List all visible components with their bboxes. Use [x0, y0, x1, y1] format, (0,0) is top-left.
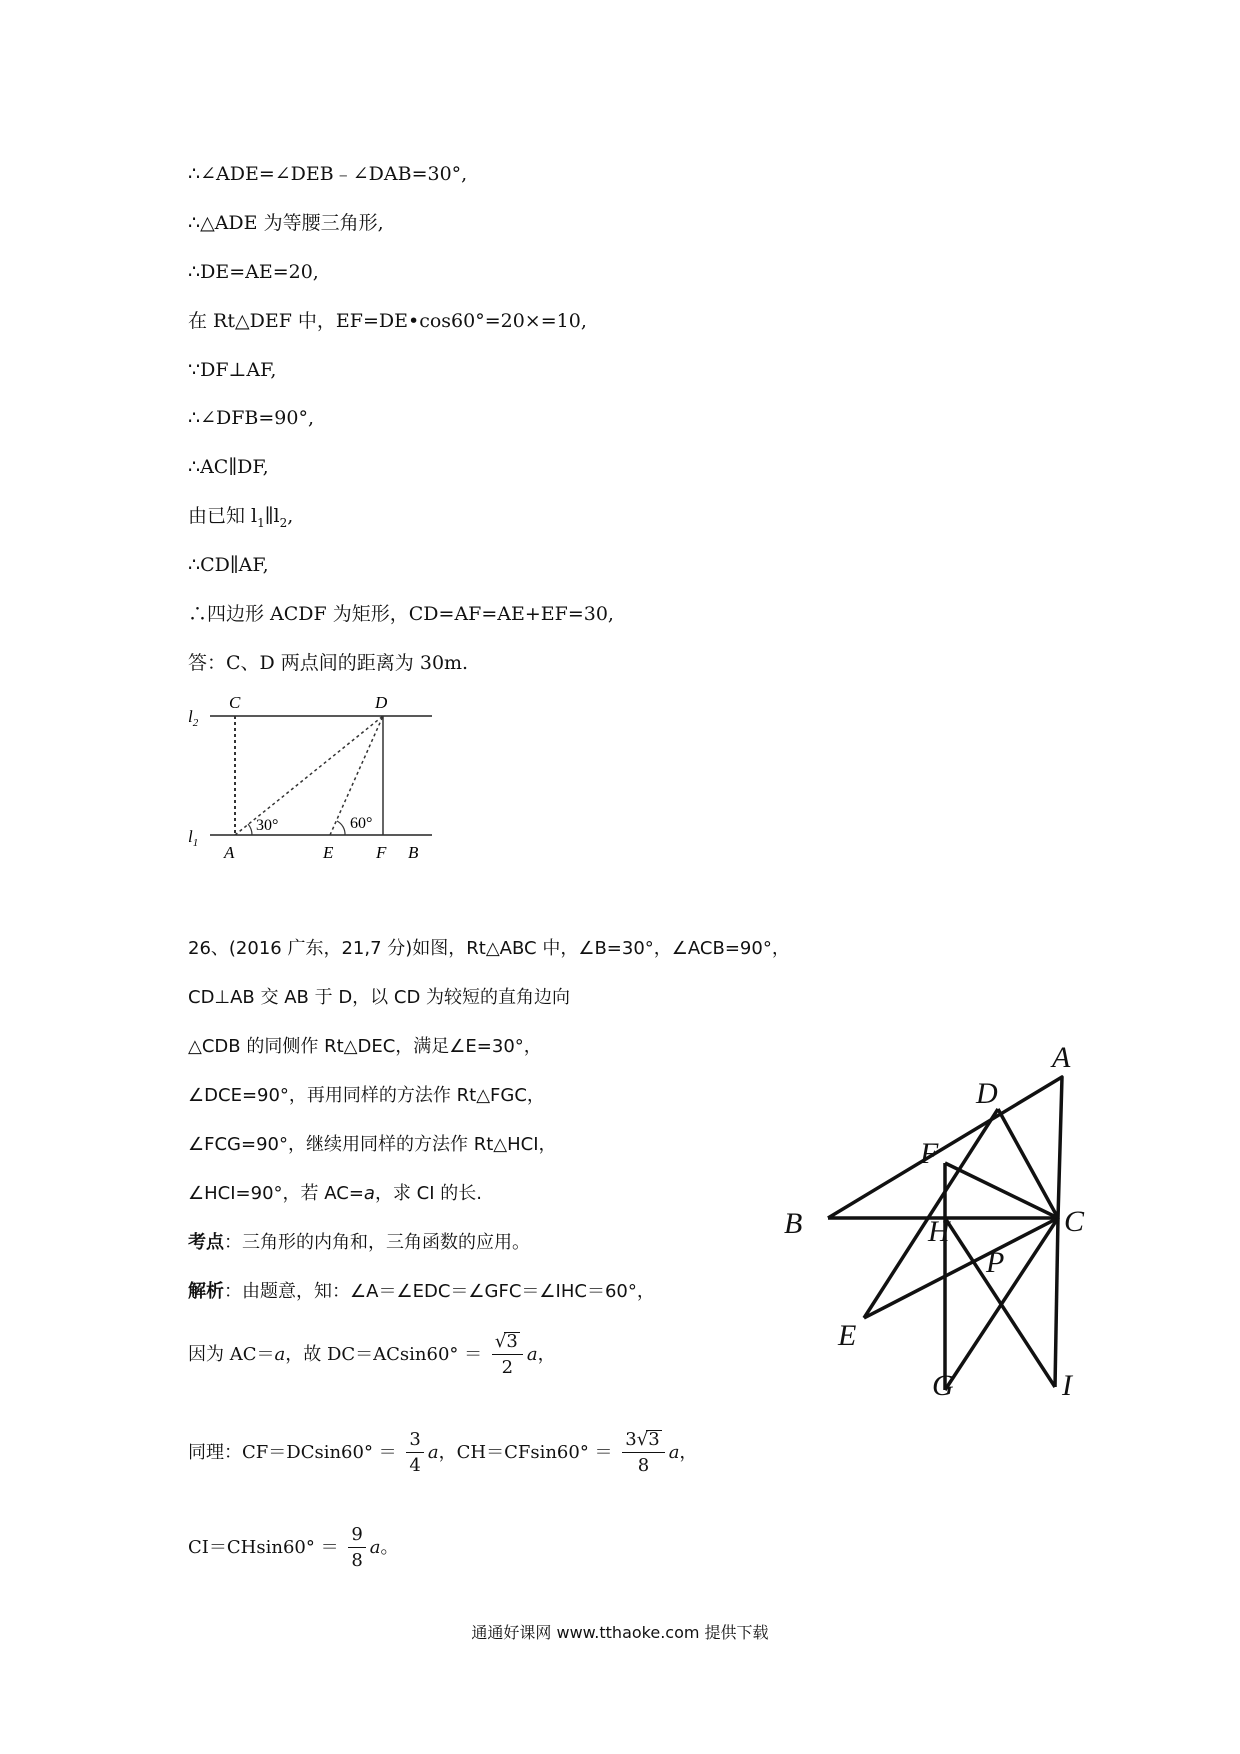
step-cf-ch	[188, 1430, 697, 1476]
solution-line-10: ∴四边形 ACDF 为矩形，CD=AF=AE+EF=30,	[188, 603, 614, 625]
label-i: I	[1062, 1369, 1072, 1402]
segment-ce	[864, 1218, 1058, 1318]
line8-pre: 由已知 l	[188, 505, 258, 527]
s3-post: 。	[380, 1536, 399, 1558]
jiexi-line	[188, 1283, 655, 1301]
s1-var: a	[274, 1343, 286, 1365]
jiexi-text: ：由题意，知：∠A＝∠EDC＝∠GFC＝∠IHC＝60°，	[224, 1281, 655, 1302]
s2-num2: 3	[625, 1429, 637, 1450]
solution-line-4: 在 Rt△DEF 中，EF=DE•cos60°=20×=10,	[188, 310, 587, 332]
label-l2: $l_2$	[188, 707, 199, 729]
problem-line-3: △CDB 的同侧作 Rt△DEC，满足∠E=30°，	[188, 1036, 542, 1057]
s1-post: ，	[537, 1343, 556, 1365]
footer-source: 通通好课网 www.tthaoke.com 提供下载	[471, 1623, 769, 1642]
kaodian-line	[188, 1234, 530, 1252]
label-f: F	[920, 1137, 939, 1170]
line8-sub1: 1	[257, 515, 265, 530]
figure-triangles	[780, 1025, 1100, 1405]
step-dc	[188, 1332, 556, 1378]
problem-line-2: CD⊥AB 交 AB 于 D，以 CD 为较短的直角边向	[188, 987, 571, 1008]
s2-rad2: 3	[648, 1429, 660, 1450]
segment-hi	[945, 1218, 1055, 1387]
fraction-3root3-over-8	[622, 1430, 664, 1476]
label-c: C	[1064, 1205, 1085, 1238]
label-c: C	[229, 693, 241, 712]
line8-mid: ∥l	[264, 505, 280, 527]
label-a: A	[224, 843, 235, 862]
s3-num: 9	[348, 1525, 365, 1548]
jiexi-label: 解析	[188, 1281, 224, 1302]
kaodian-label: 考点	[188, 1232, 224, 1253]
label-l1: $l_1$	[188, 827, 199, 849]
fraction-9-over-8	[348, 1525, 365, 1571]
s2-den: 4	[409, 1454, 421, 1476]
label-p: P	[986, 1246, 1005, 1279]
segment-ci	[1055, 1218, 1058, 1387]
solution-line-8	[188, 507, 293, 529]
label-angle-30: 30°	[256, 817, 279, 834]
line8-sub2: 2	[279, 515, 288, 530]
s2-var2: a	[668, 1441, 680, 1463]
q6-post: ，求 CI 的长.	[374, 1183, 482, 1204]
problem-line-1: 26、(2016 广东，21,7 分)如图，Rt△ABC 中，∠B=30°，∠ACB=90°，	[188, 938, 790, 959]
s2-pre: 同理：CF＝DCsin60° ＝	[188, 1441, 397, 1463]
label-b: B	[784, 1207, 803, 1240]
q6-var: a	[363, 1183, 375, 1204]
solution-line-6: ∴∠DFB=90°,	[188, 407, 315, 429]
label-e: E	[838, 1319, 857, 1352]
q6-pre: ∠HCI=90°，若 AC=	[188, 1183, 364, 1204]
s1-mid: ，故 DC＝ACsin60° ＝	[285, 1343, 483, 1365]
sqrt-icon: √	[494, 1331, 507, 1352]
solution-line-1: ∴∠ADE=∠DEB﹣∠DAB=30°,	[188, 163, 468, 185]
step-ci	[188, 1525, 399, 1571]
solution-line-5: ∵DF⊥AF,	[188, 359, 277, 381]
problem-line-4: ∠DCE=90°，再用同样的方法作 Rt△FGC，	[188, 1085, 545, 1106]
s1-den: 2	[501, 1356, 514, 1378]
label-e: E	[323, 843, 334, 862]
label-f: F	[376, 843, 387, 862]
s2-mid: ，CH＝CFsin60° ＝	[438, 1441, 613, 1463]
problem-line-5: ∠FCG=90°，继续用同样的方法作 Rt△HCI，	[188, 1134, 557, 1155]
label-angle-60: 60°	[350, 815, 373, 832]
fraction-3-over-4	[406, 1430, 423, 1476]
sqrt-icon: √	[636, 1429, 649, 1450]
s1-var2: a	[526, 1343, 538, 1365]
figure-parallel-lines	[180, 690, 440, 870]
line8-post: ,	[287, 505, 294, 527]
problem-line-6	[188, 1185, 482, 1203]
solution-line-11: 答：C、D 两点间的距离为 30m.	[188, 652, 469, 674]
label-d: D	[976, 1077, 998, 1110]
angle-arc-e	[337, 821, 345, 835]
s3-var: a	[369, 1536, 381, 1558]
solution-line-7: ∴AC∥DF,	[188, 456, 269, 478]
solution-line-2: ∴△ADE 为等腰三角形,	[188, 212, 384, 234]
solution-line-9: ∴CD∥AF,	[188, 554, 269, 576]
kaodian-text: ：三角形的内角和，三角函数的应用。	[224, 1232, 530, 1253]
fraction-root3-over-2	[492, 1332, 523, 1378]
label-g: G	[932, 1369, 954, 1402]
s2-var: a	[427, 1441, 439, 1463]
s3-pre: CI＝CHsin60° ＝	[188, 1536, 339, 1558]
s2-post: ，	[679, 1441, 698, 1463]
s3-den: 8	[351, 1549, 363, 1571]
angle-arc-a	[248, 824, 252, 835]
s1-num: 3	[506, 1331, 518, 1352]
solution-line-3: ∴DE=AE=20,	[188, 261, 319, 283]
label-a: A	[1052, 1041, 1071, 1074]
label-b: B	[408, 843, 419, 862]
s2-num: 3	[406, 1430, 423, 1453]
label-h: H	[928, 1215, 950, 1248]
s2-den2: 8	[637, 1454, 650, 1476]
label-d: D	[375, 693, 388, 712]
s1-pre: 因为 AC＝	[188, 1343, 275, 1365]
